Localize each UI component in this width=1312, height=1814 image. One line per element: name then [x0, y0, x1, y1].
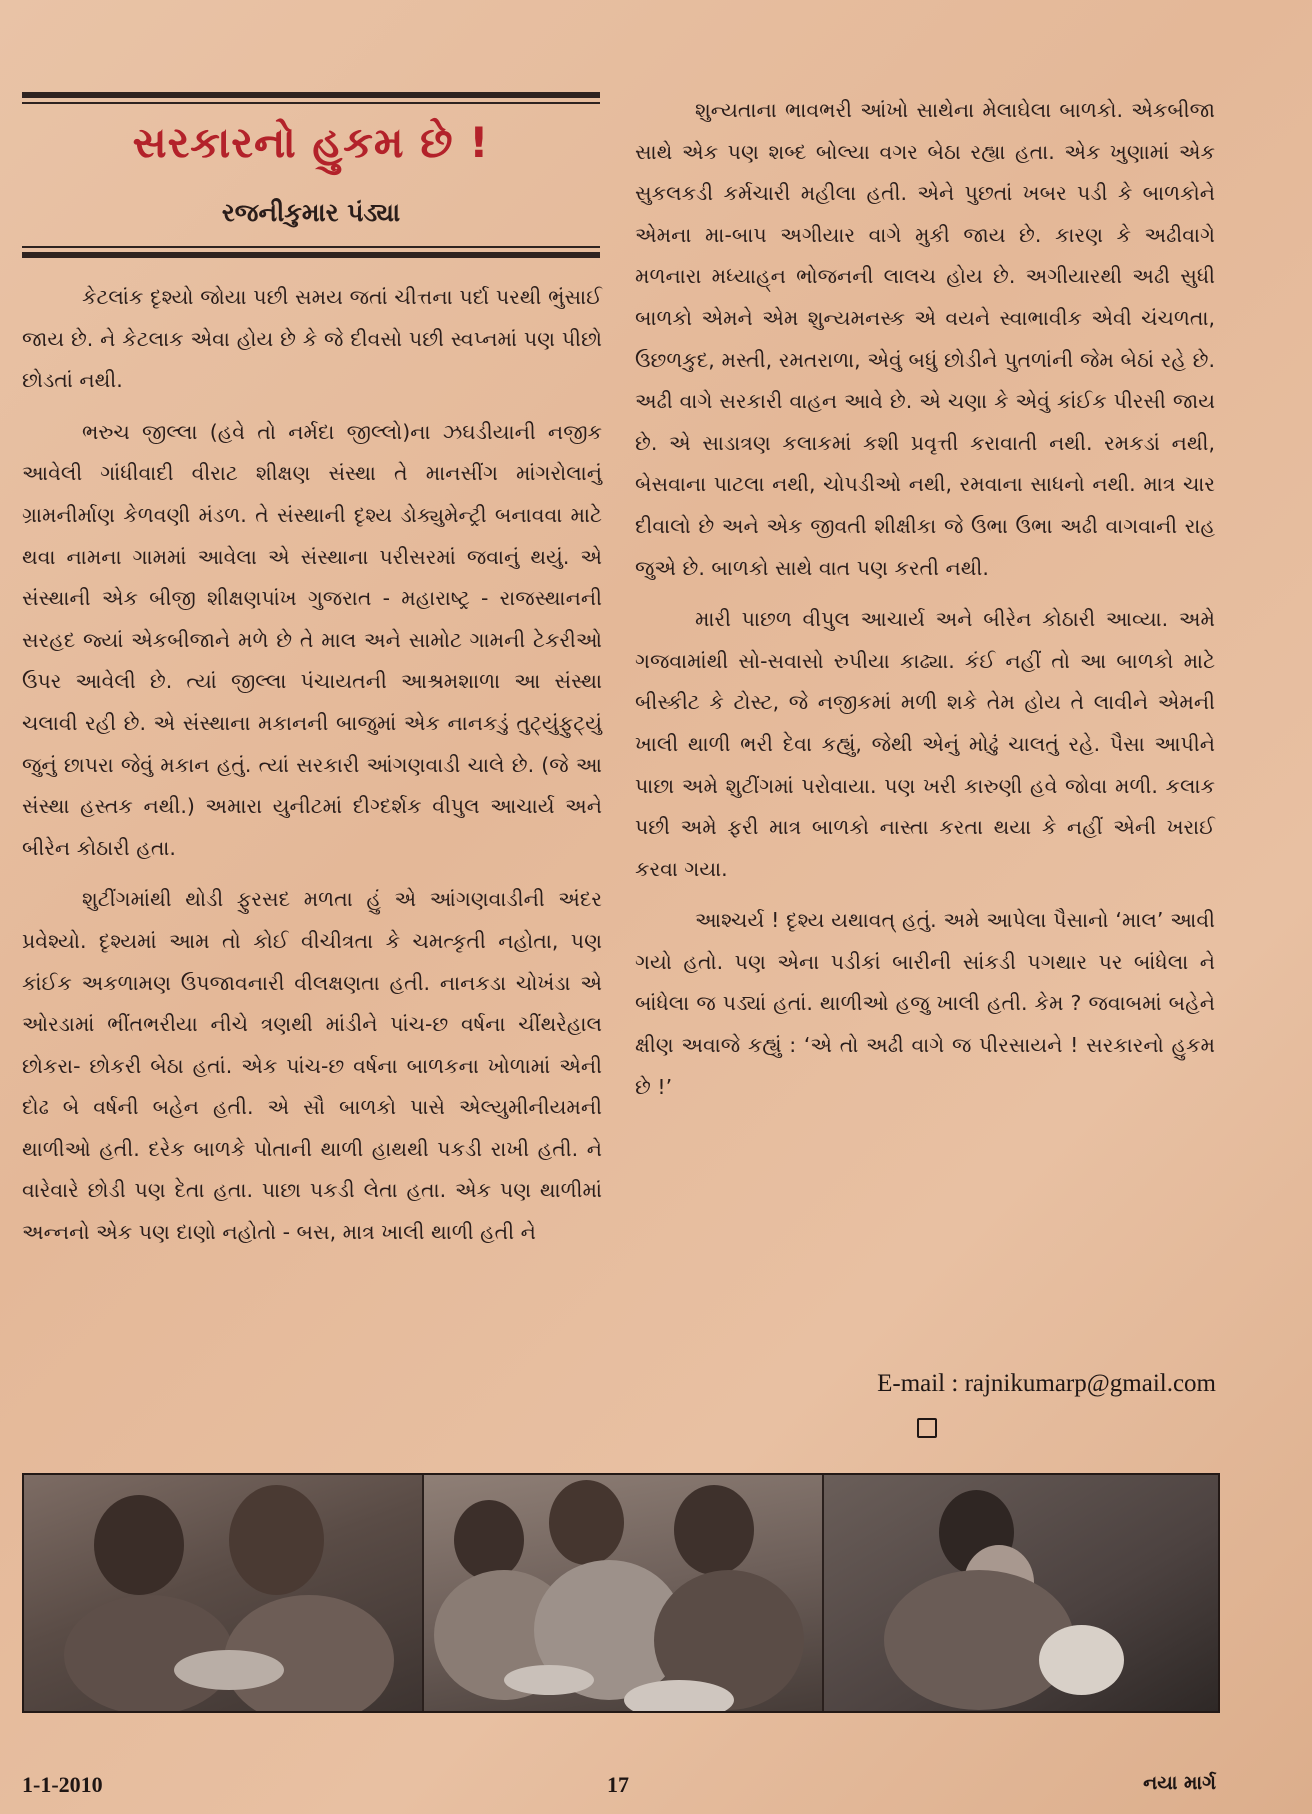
body-paragraph: શુન્યતાના ભાવભરી આંખો સાથેના મેલાઘેલા બાળકો. એકબીજા સાથે એક પણ શબ્દ બોલ્યા વગર બેઠા રહ્યા હતા. એક ખુણામાં એક સુકલકડી કર્મચારી મહીલા હતી. એને પુછતાં ખબર પડી કે બાળકોને એમના મા-બાપ અગીયાર વાગે મુકી જાય છે. કારણ કે અઢીવાગે મળનારા મધ્યાહ્‌ન ભોજનની લાલચ હોય છે. અગીયારથી અઢી સુધી બાળકો એમને એમ શુન્યમનસ્ક એ વયને સ્વાભાવીક એવી ચંચળતા, ઉછળકુદ, મસ્તી, રમતરાળા, એવું બધું છોડીને પુતળાંની જેમ બેઠાં રહે છે. અઢી વાગે સરકારી વાહન આવે છે. એ ચણા કે એવું કાંઈક પીરસી જાય છે. એ સાડાત્રણ કલાકમાં કશી પ્રવૃત્તી કરાવાતી નથી. રમકડાં નથી, બેસવાના પાટલા નથી, ચોપડીઓ નથી, રમવાના સાધનો નથી. માત્ર ચાર દીવાલો છે અને એક જીવતી શીક્ષીકા જે ઉભા ઉભા અઢી વાગવાની રાહ જુએ છે. બાળકો સાથે વાત પણ કરતી નથી. [635, 98, 1215, 580]
author-email: E-mail : rajnikumarp@gmail.com [877, 1370, 1216, 1397]
title-top-rule-thin [22, 102, 600, 104]
body-paragraph: શુટીંગમાંથી થોડી ફુરસદ મળતા હું એ આંગણવાડીની અંદર પ્રવેશ્યો. દૃશ્યમાં આમ તો કોઈ વીચીત્રતા કે ચમત્કૃતી નહોતા, પણ કાંઈક અકળામણ ઉપજાવનારી વીલક્ષણતા હતી. નાનકડા ચોખંડા એ ઓરડામાં ભીંતભરીયા નીચે ત્રણથી માંડીને પાંચ-છ વર્ષના ચીંથરેહાલ છોકરા- છોકરી બેઠા હતાં. એક પાંચ-છ વર્ષના બાળકના ખોળામાં એની દોઢ બે વર્ષની બહેન હતી. એ સૌ બાળકો પાસે એલ્યુમીનીયમની થાળીઓ હતી. દરેક બાળકે પોતાની થાળી હાથથી પકડી રાખી હતી. ને વારેવારે છોડી પણ દેતા હતા. પાછા પકડી લેતા હતા. એક પણ થાળીમાં અન્નનો એક પણ દાણો નહોતો - બસ, માત્ર ખાલી થાળી હતી ને [22, 887, 602, 1245]
left-column [22, 277, 602, 1264]
photo-strip [22, 1473, 1220, 1713]
body-paragraph: મારી પાછળ વીપુલ આચાર્ય અને બીરેન કોઠારી આવ્યા. અમે ગજવામાંથી સો-સવાસો રુપીયા કાઢ્યા. કંઈ નહીં તો આ બાળકો માટે બીસ્કીટ કે ટોસ્ટ, જે નજીકમાં મળી શકે તેમ હોય તે લાવીને એમની ખાલી થાળી ભરી દેવા કહ્યું, જેથી એનું મોઢું ચાલતું રહે. પૈસા આપીને પાછા અમે શુટીંગમાં પરોવાયા. પણ ખરી કારુણી હવે જોવા મળી. કલાક પછી અમે ફરી માત્ર બાળકો નાસ્તા કરતા થયા કે નહીં એની ખરાઈ કરવા ગયા. [635, 607, 1215, 881]
body-paragraph: આશ્ચર્ય ! દૃશ્ય યથાવત્ હતું. અમે આપેલા પૈસાનો ‘માલ’ આવી ગયો હતો. પણ એના પડીકાં બારીની સાંકડી પગથાર પર બાંધેલા ને બાંધેલા જ પડ્યાં હતાં. થાળીઓ હજુ ખાલી હતી. કેમ ? જવાબમાં બહેને ક્ષીણ અવાજે કહ્યું : ‘એ તો અઢી વાગે જ પીરસાયને ! સરકારનો હુકમ છે !’ [635, 908, 1215, 1099]
footer-publication-name: નયા માર્ગ [1143, 1772, 1216, 1794]
article-title: સરકારનો હુકમ છે ! [132, 118, 490, 167]
body-paragraph: કેટલાંક દૃશ્યો જોયા પછી સમય જતાં ચીત્તના પર્દા પરથી ભુંસાઈ જાય છે. ને કેટલાક એવા હોય છે કે જે દીવસો પછી સ્વપ્નમાં પણ પીછો છોડતાં નથી. [22, 285, 602, 393]
photo-children-with-plates [24, 1475, 422, 1711]
title-top-rule [22, 92, 600, 98]
article-end-mark [917, 1418, 937, 1438]
footer-date: 1-1-2010 [22, 1772, 103, 1797]
title-bottom-rule-thin [22, 246, 600, 248]
body-paragraph: ભરુચ જીલ્લા (હવે તો નર્મદા જીલ્લો)ના ઝઘડીયાની નજીક આવેલી ગાંધીવાદી વીરાટ શીક્ષણ સંસ્થા તે માનસીંગ માંગરોલાનું ગ્રામનીર્માણ કેળવણી મંડળ. તે સંસ્થાની દૃશ્ય ડોક્યુમેન્ટ્રી બનાવવા માટે થવા નામના ગામમાં આવેલા એ સંસ્થાના પરીસરમાં જવાનું થયું. એ સંસ્થાની એક બીજી શીક્ષણપાંખ ગુજરાત - મહારાષ્ટ્ર - રાજસ્થાનની સરહદ જ્યાં એકબીજાને મળે છે તે માલ અને સામોટ ગામની ટેકરીઓ ઉપર આવેલી છે. ત્યાં જીલ્લા પંચાયતની આશ્રમશાળા આ સંસ્થા ચલાવી રહી છે. એ સંસ્થાના મકાનની બાજુમાં એક નાનકડું તુટ્યુંફુટ્યું જુનું છાપરા જેવું મકાન હતું. ત્યાં સરકારી આંગણવાડી ચાલે છે. (જે આ સંસ્થા હસ્તક નથી.) અમારા યુનીટમાં દીગ્દર્શક વીપુલ આચાર્ય અને બીરેન કોઠારી હતા. [22, 419, 602, 860]
right-column [635, 90, 1215, 1118]
footer-page-number: 17 [607, 1772, 629, 1797]
photo-child-with-sibling [822, 1475, 1220, 1711]
title-bottom-rule [22, 252, 600, 258]
photo-group-of-children [422, 1475, 824, 1711]
article-author: રજનીકુમાર પંડ્યા [221, 198, 401, 227]
